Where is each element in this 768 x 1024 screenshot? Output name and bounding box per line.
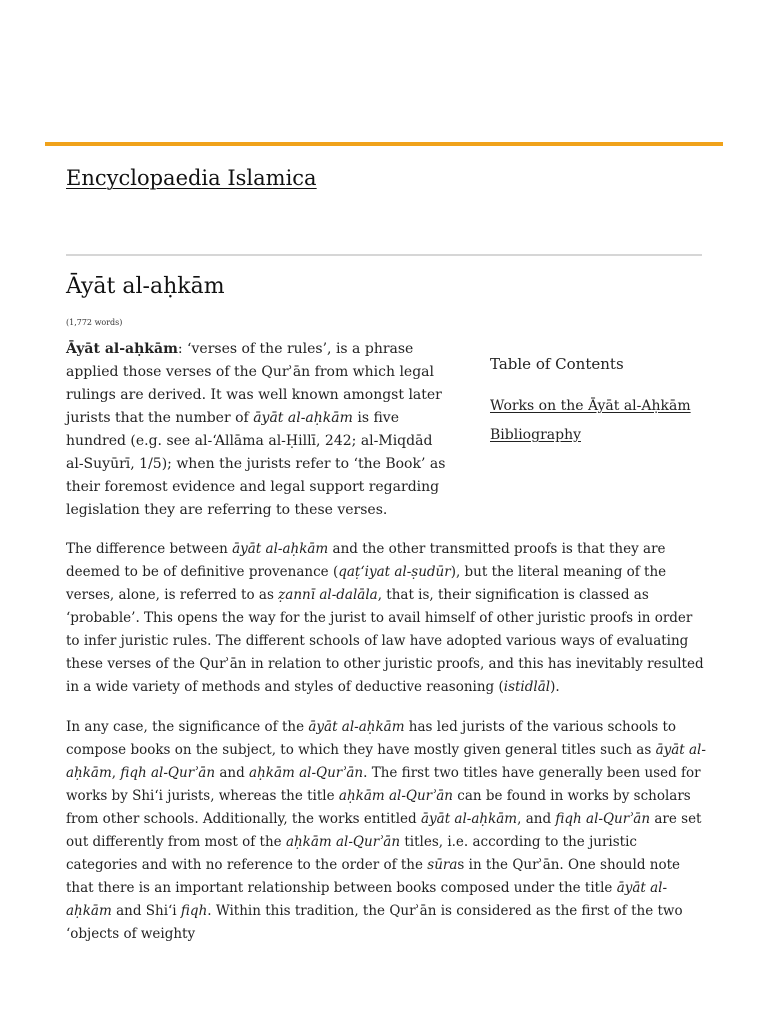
toc-link-works[interactable]: Works on the Āyāt al-Aḥkām xyxy=(490,398,691,414)
table-of-contents xyxy=(490,354,705,450)
text-run: and Shi‘i xyxy=(111,903,181,919)
italic-term: sūra xyxy=(427,857,458,873)
lead-term: Āyāt al-aḥkām xyxy=(66,341,178,357)
toc-item xyxy=(490,392,705,421)
toc-link-bibliography[interactable]: Bibliography xyxy=(490,427,581,443)
text-run: ), but the literal meaning of the verses, alone, is referred to as xyxy=(66,564,667,603)
toc-heading: Table of Contents xyxy=(490,355,624,373)
italic-term: istidlāl xyxy=(503,679,551,695)
italic-term: ẓannī al-dalāla xyxy=(278,587,378,603)
text-run: and the other transmitted proofs is that they are deemed to be of definitive provenance ( xyxy=(66,541,666,580)
text-run: s in the Qurʾān. One should note that there is an important relationship between books composed under the title xyxy=(66,857,680,896)
text-run: are set out differently from most of the xyxy=(66,811,702,850)
site-title-link[interactable]: Encyclopaedia Islamica xyxy=(66,166,317,190)
italic-term: āyāt al-aḥkām xyxy=(66,880,668,919)
text-run: has led jurists of the various schools to compose books on the subject, to which they have mostly given general titles such as xyxy=(66,719,677,758)
lead-text: : ‘verses of the rules’, is a phrase applied those verses of the Qurʾān from which legal rulings are derived. It was well known amongst later jurists that the number of xyxy=(66,341,442,426)
text-run: . The first two titles have generally been used for works by Shi‘i jurists, whereas the title xyxy=(66,765,701,804)
italic-term: āyāt al-aḥkām xyxy=(66,742,706,781)
italic-term: āyāt al-aḥkām xyxy=(308,719,405,735)
text-run: , that is, their signification is classed as ‘probable’. This opens the way for the jurist to avail himself of other juristic proofs in order to infer juristic rules. The different schools of law have adopted various ways of evaluating these verses of the Qurʾān in relation to other juristic proofs, and this has inevitably resulted in a wide variety of methods and styles of deductive reasoning ( xyxy=(66,587,704,695)
text-run: . Within this tradition, the Qurʾān is considered as the first of the two ‘objects of weighty xyxy=(66,903,683,942)
italic-term: fiqh al-Qurʾān xyxy=(120,765,216,781)
lead-paragraph xyxy=(66,338,448,522)
text-run: , xyxy=(111,765,121,781)
text-run: and xyxy=(215,765,250,781)
italic-term: fiqh al-Qurʾān xyxy=(555,811,651,827)
text-run: The difference between xyxy=(66,541,233,557)
body-paragraph-2 xyxy=(66,538,706,699)
italic-term: aḥkām al-Qurʾān xyxy=(249,765,364,781)
italic-term: aḥkām al-Qurʾān xyxy=(285,834,401,850)
word-count: (1,772 words) xyxy=(66,318,123,327)
site-title[interactable] xyxy=(66,166,317,190)
italic-term: āyāt al-aḥkām xyxy=(232,541,329,557)
text-run: titles, i.e. according to the juristic categories and with no reference to the order of the xyxy=(66,834,637,873)
text-run: can be found in works by scholars from other schools. Additionally, the works entitled xyxy=(66,788,691,827)
article-title: Āyāt al-aḥkām xyxy=(66,274,225,299)
body-paragraph-3 xyxy=(66,716,706,946)
text-run: , and xyxy=(517,811,556,827)
header-divider xyxy=(66,254,702,256)
lead-text-2: is five hundred (e.g. see al-‘Allāma al-Ḥillī, 242; al-Miqdād al-Suyūrī, 1/5); when the jurists refer to ‘the Book’ as their foremost evidence and legal support regarding legislation they are referring to these verses. xyxy=(66,410,446,518)
toc-list xyxy=(490,392,705,450)
italic-term: āyāt al-aḥkām xyxy=(420,811,518,827)
italic-term: fiqh xyxy=(180,903,208,919)
italic-term: aḥkām al-Qurʾān xyxy=(338,788,453,804)
text-run: In any case, the significance of the xyxy=(66,719,309,735)
text-run: ). xyxy=(550,679,560,695)
toc-item xyxy=(490,421,705,450)
italic-term: qaṭ‘iyat al-ṣudūr xyxy=(338,564,451,580)
lead-italic-term: āyāt al-aḥkām xyxy=(253,410,353,426)
accent-rule xyxy=(45,142,723,146)
